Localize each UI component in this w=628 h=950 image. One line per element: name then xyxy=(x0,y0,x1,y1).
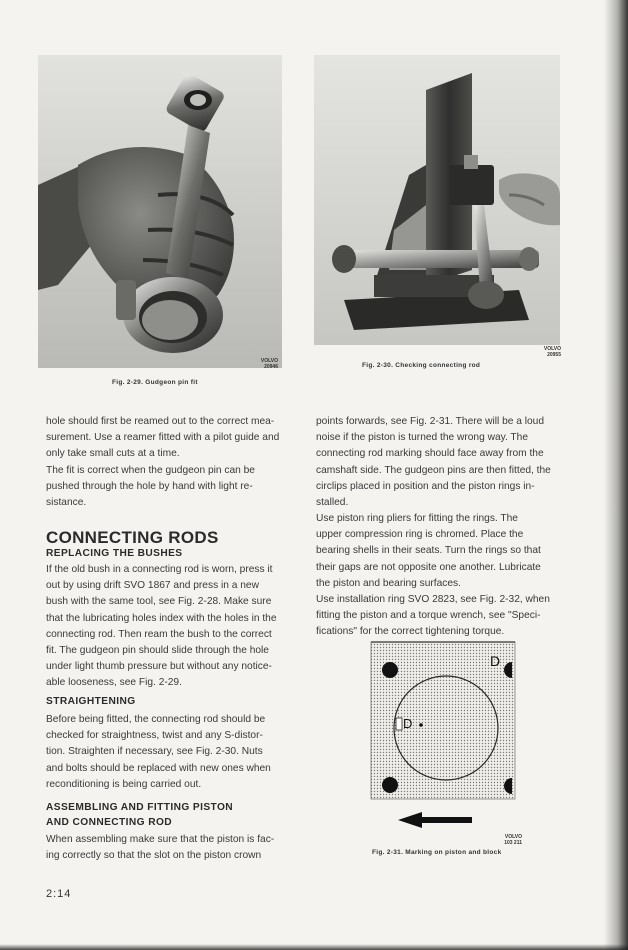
text-line: pushed through the hole by hand with light re- xyxy=(46,480,253,492)
text-line: checked for straightness, twist and any S-distor- xyxy=(46,730,263,742)
text-line: able looseness, see Fig. 2-29. xyxy=(46,677,182,689)
text-line: circlips placed in position and the piston rings in- xyxy=(316,480,535,492)
heading-line: ASSEMBLING AND FITTING PISTON xyxy=(46,802,234,813)
text-line: stalled. xyxy=(316,497,349,509)
block-marking-label: D xyxy=(490,653,501,669)
piston-marking-diagram xyxy=(370,640,522,830)
text-line: Use installation ring SVO 2823, see Fig. 2-32, when xyxy=(316,594,550,605)
subsection-title-bushes: REPLACING THE BUSHES xyxy=(46,548,183,559)
text-line: tion. Straighten if necessary, see Fig. 2-30. Nuts xyxy=(46,746,263,758)
text-line: Before being fitted, the connecting rod should be xyxy=(46,714,266,725)
right-paragraph-3 xyxy=(316,592,569,641)
brand-mark-text: VOLVO xyxy=(543,346,561,352)
figure-2-31-brand-mark xyxy=(482,834,522,846)
bushes-paragraph xyxy=(46,562,290,692)
text-line: sistance. xyxy=(46,497,87,509)
text-line: their gaps are not opposite one another. Lubricate xyxy=(316,561,541,573)
brand-mark-text: VOLVO xyxy=(260,358,278,364)
text-line: bearing shells in their seats. Turn the rings so that xyxy=(316,545,541,557)
text-line: points forwards, see Fig. 2-31. There will be a loud xyxy=(316,416,545,427)
text-line: When assembling make sure that the piston is fac- xyxy=(46,834,275,845)
text-line: bush with the same tool, see Fig. 2-28. Make sure xyxy=(46,596,272,608)
gudgeon-pin-photo xyxy=(38,55,282,368)
text-line: out by using drift SVO 1867 and press in a new xyxy=(46,580,259,592)
figure-number-code: 20946 xyxy=(264,364,278,370)
text-line: reconditioning is being carried out. xyxy=(46,778,202,790)
text-line: that the lubricating holes index with the holes in the xyxy=(46,612,277,624)
text-line: fications" for the correct tightening torque. xyxy=(316,626,505,638)
marking-dot xyxy=(419,723,423,727)
bolt-hole-bottom-left xyxy=(382,777,398,793)
subsection-title-straightening: STRAIGHTENING xyxy=(46,696,136,707)
bolt-hole-top-left xyxy=(382,662,398,678)
subsection-title-assembling xyxy=(46,800,233,830)
figure-2-29-photo xyxy=(38,55,282,368)
figure-number-code: 20955 xyxy=(547,352,561,358)
text-line: noise if the piston is turned the wrong way. The xyxy=(316,432,528,444)
text-line: fit. The gudgeon pin should slide through the hole xyxy=(46,645,269,657)
text-line: upper compression ring is chromed. Place the xyxy=(316,529,524,541)
text-line: under light thumb pressure but without any notice- xyxy=(46,661,272,673)
figure-2-30-brand-mark xyxy=(525,346,561,358)
section-title: CONNECTING RODS xyxy=(46,528,219,547)
arrow-forward-icon xyxy=(398,812,472,828)
figure-2-30-caption: Fig. 2-30. Checking connecting rod xyxy=(362,362,481,369)
piston-marking-label: D xyxy=(403,716,413,731)
text-line: If the old bush in a connecting rod is worn, press it xyxy=(46,564,273,575)
figure-2-29-caption: Fig. 2-29. Gudgeon pin fit xyxy=(112,379,198,386)
figure-2-29-brand-mark xyxy=(242,358,278,370)
text-line: the piston and bearing surfaces. xyxy=(316,577,461,589)
connecting-rod-check-photo xyxy=(314,55,560,345)
text-line: Use piston ring pliers for fitting the rings. The xyxy=(316,513,518,524)
figure-number-code: 103 211 xyxy=(504,840,522,846)
heading-line: AND CONNECTING ROD xyxy=(46,817,173,828)
brand-mark-text: VOLVO xyxy=(504,834,522,840)
text-line: The fit is correct when the gudgeon pin can be xyxy=(46,464,255,476)
straightening-paragraph xyxy=(46,712,290,793)
figure-2-31-diagram xyxy=(370,640,522,830)
figure-2-30-photo xyxy=(314,55,560,345)
text-line: surement. Use a reamer fitted with a pilot guide and xyxy=(46,432,280,444)
text-line: camshaft side. The gudgeon pins are then fitted, the xyxy=(316,464,551,476)
text-line: fitting the piston and a torque wrench, see "Speci- xyxy=(316,610,541,622)
right-paragraph-2 xyxy=(316,511,569,592)
left-intro-paragraph xyxy=(46,414,290,511)
page-bottom-edge xyxy=(0,944,628,950)
page-number: 2:14 xyxy=(46,888,72,900)
assembling-paragraph xyxy=(46,832,290,864)
text-line: only take small cuts at a time. xyxy=(46,448,180,460)
text-line: connecting rod marking should face away from the xyxy=(316,448,544,460)
text-line: hole should first be reamed out to the correct mea- xyxy=(46,416,275,427)
page-edge-shadow xyxy=(604,0,628,950)
piston-slot-marker xyxy=(396,718,402,730)
text-line: and bolts should be replaced with new ones when xyxy=(46,762,271,774)
figure-2-31-caption: Fig. 2-31. Marking on piston and block xyxy=(372,849,502,856)
right-paragraph-1 xyxy=(316,414,569,511)
text-line: connecting rod. Then ream the bush to the correct xyxy=(46,628,272,640)
text-line: ing correctly so that the slot on the piston crown xyxy=(46,850,262,862)
